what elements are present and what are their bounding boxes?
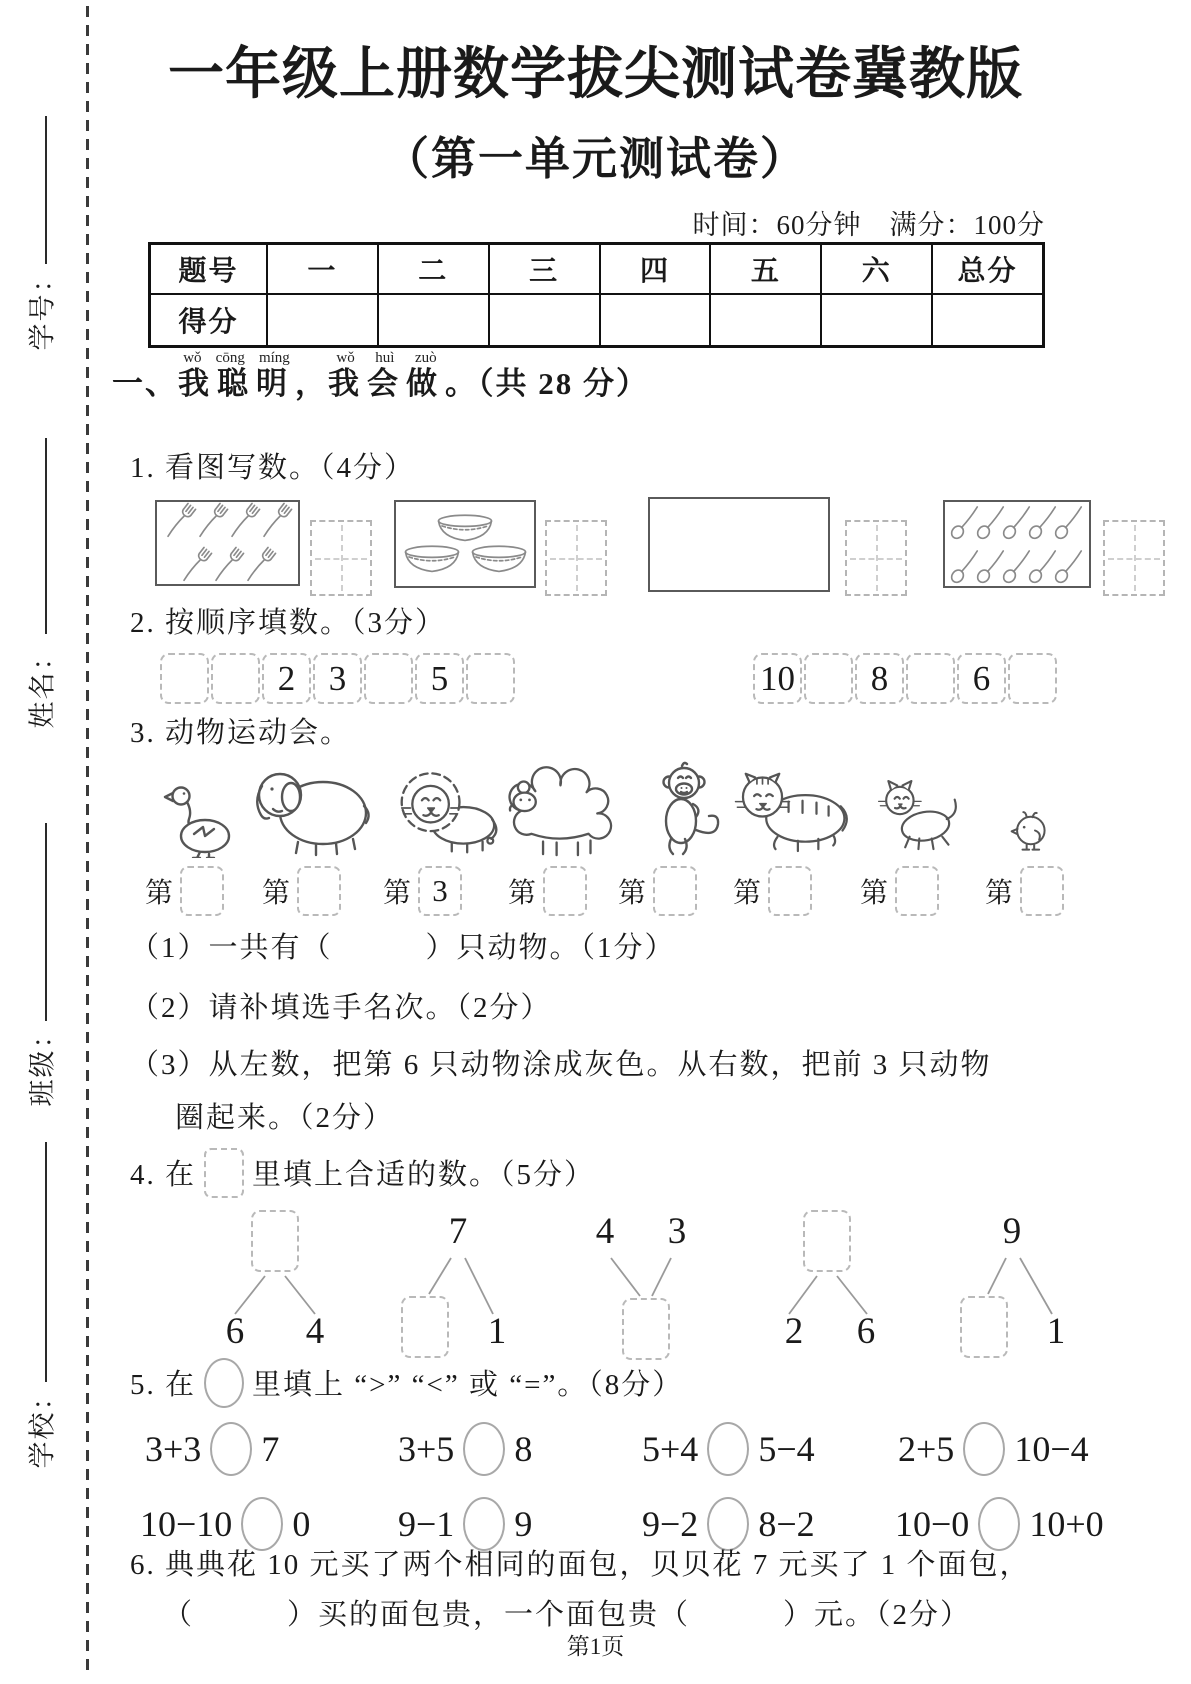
monkey-icon	[641, 758, 729, 858]
bond-number: 1	[1046, 1311, 1066, 1352]
q1-picture-bowls	[394, 500, 536, 588]
rank-box[interactable]	[768, 866, 812, 916]
heading-ruby-base: 我会做	[328, 366, 445, 401]
sequence-box: 2	[262, 653, 311, 704]
q5-comparison	[642, 1422, 815, 1476]
sequence-box[interactable]	[804, 653, 853, 704]
expression: 9−1	[398, 1504, 455, 1544]
q6-line1: 6. 典典花 10 元买了两个相同的面包，贝贝花 7 元买了 1 个面包，	[130, 1549, 1031, 1581]
expression: 3+3	[145, 1429, 202, 1469]
bond-number: 4	[305, 1311, 325, 1352]
q6-line2: （ ）买的面包贵，一个面包贵（ ）元。（2分）	[163, 1599, 972, 1631]
fill-box-glyph	[204, 1148, 244, 1198]
q3-sub3-line1: （3）从左数，把第 6 只动物涂成灰色。从右数，把前 3 只动物	[130, 1049, 992, 1081]
fill-circle-glyph	[204, 1358, 244, 1408]
rank-prefix: 第	[985, 878, 1014, 909]
section-prefix: 一、	[112, 366, 178, 401]
expression: 10+0	[1029, 1504, 1104, 1544]
expression: 0	[292, 1504, 311, 1544]
student-name-label: 姓名：	[27, 641, 58, 729]
bond-answer-box[interactable]	[251, 1210, 299, 1272]
sequence-box[interactable]	[1008, 653, 1057, 704]
q3-sub2: （2）请补填选手名次。（2分）	[130, 992, 552, 1024]
tiger-icon	[729, 763, 850, 858]
expression: 3+5	[398, 1429, 455, 1469]
score-cell[interactable]	[377, 293, 488, 345]
expression: 7	[261, 1429, 280, 1469]
q4-label: 4. 在 里填上合适的数。（5分）	[130, 1148, 595, 1198]
rank-prefix: 第	[860, 878, 889, 909]
rank-prefix: 第	[733, 878, 762, 909]
heading-ruby-base: 我聪明	[178, 366, 295, 401]
fork-icon	[257, 500, 295, 542]
q1-answer-grid-1[interactable]	[310, 520, 372, 596]
sequence-box[interactable]	[364, 653, 413, 704]
fork-icon	[209, 544, 247, 586]
expression: 8−2	[758, 1504, 815, 1544]
sequence-box: 10	[753, 653, 802, 704]
rank-box[interactable]	[297, 866, 341, 916]
score-table-header: 一	[266, 245, 377, 293]
cut-dashed-line	[86, 6, 89, 1678]
expression: 5+4	[642, 1429, 699, 1469]
bond-number: 6	[225, 1311, 245, 1352]
bond-answer-box[interactable]	[803, 1210, 851, 1272]
bond-answer-box[interactable]	[960, 1296, 1008, 1358]
fork-icon	[177, 544, 215, 586]
expression: 9	[514, 1504, 533, 1544]
q2-sequence-right	[753, 653, 1057, 704]
score-table-header: 五	[709, 245, 820, 293]
rank-prefix: 第	[618, 878, 647, 909]
fork-icon	[241, 544, 279, 586]
sequence-box: 5	[415, 653, 464, 704]
score-cell[interactable]	[488, 293, 599, 345]
q4-bond-1	[210, 1210, 340, 1362]
rank-prefix: 第	[383, 878, 412, 909]
rank-box[interactable]	[895, 866, 939, 916]
q1-picture-forks	[155, 500, 300, 586]
fork-icon	[161, 500, 199, 542]
heading-pinyin: wǒ huì zuò	[328, 350, 445, 366]
section-1-heading: 一、我聪明wǒ cōng míng，我会做wǒ huì zuò。（共 28 分）	[112, 350, 649, 401]
student-name-blank-line[interactable]	[45, 438, 47, 634]
chick-icon	[1010, 798, 1050, 858]
q4-bond-4	[762, 1210, 892, 1362]
expression: 8	[514, 1429, 533, 1469]
sheep-icon	[504, 766, 616, 858]
score-table	[148, 242, 1045, 348]
q2-sequence-left	[160, 653, 515, 704]
page-number: 第1页	[566, 1634, 625, 1659]
cat-icon	[876, 773, 960, 858]
fork-icon	[193, 500, 231, 542]
heading-pinyin: wǒ cōng míng	[178, 350, 295, 366]
score-table-header: 总分	[931, 245, 1042, 293]
sequence-box: 8	[855, 653, 904, 704]
sequence-box: 6	[957, 653, 1006, 704]
comparison-circle[interactable]	[707, 1422, 749, 1476]
q5-comparison	[145, 1422, 279, 1476]
page-subtitle: （第一单元测试卷）	[383, 134, 807, 184]
q1-label: 1. 看图写数。（4分）	[130, 452, 416, 484]
expression: 10−10	[140, 1504, 233, 1544]
bond-answer-box[interactable]	[622, 1298, 670, 1360]
q4-bond-5	[950, 1210, 1080, 1362]
student-id-label: 学号：	[27, 263, 58, 351]
score-table-header: 二	[377, 245, 488, 293]
expression: 5−4	[758, 1429, 815, 1469]
bowl-icon	[468, 545, 530, 574]
q4-bond-2	[393, 1210, 523, 1362]
comparison-circle[interactable]	[463, 1422, 505, 1476]
score-table-header: 题号	[178, 256, 239, 287]
school-blank-line[interactable]	[45, 1142, 47, 1382]
q5-comparison	[398, 1422, 532, 1476]
bond-number: 2	[784, 1311, 804, 1352]
rank-box[interactable]	[653, 866, 697, 916]
score-cell[interactable]	[599, 293, 710, 345]
q1-answer-grid-4[interactable]	[1103, 520, 1165, 596]
score-table-header: 六	[820, 245, 931, 293]
q1-answer-grid-3[interactable]	[845, 520, 907, 596]
q4-bond-3	[576, 1210, 706, 1362]
score-cell[interactable]	[931, 293, 1042, 345]
q3-sub3-line2: 圈起来。（2分）	[175, 1102, 395, 1134]
score-cell[interactable]	[709, 293, 820, 345]
q1-picture-empty	[648, 497, 830, 592]
comparison-circle[interactable]	[963, 1422, 1005, 1476]
score-table-header: 四	[599, 245, 710, 293]
expression: 10−4	[1014, 1429, 1089, 1469]
bowl-icon	[401, 545, 463, 574]
school-label: 学校：	[27, 1381, 58, 1469]
expression: 10−0	[895, 1504, 970, 1544]
q5-comparison	[898, 1422, 1089, 1476]
sequence-box: 3	[313, 653, 362, 704]
q2-label: 2. 按顺序填数。（3分）	[130, 607, 447, 639]
q1-answer-grid-2[interactable]	[545, 520, 607, 596]
expression: 2+5	[898, 1429, 955, 1469]
rank-prefix: 第	[145, 878, 174, 909]
fork-icon	[225, 500, 263, 542]
bond-number: 4	[595, 1211, 615, 1252]
duck-icon	[160, 778, 235, 858]
comparison-circle[interactable]	[210, 1422, 252, 1476]
bowl-icon	[434, 514, 496, 543]
sequence-box[interactable]	[466, 653, 515, 704]
class-label: 班级：	[27, 1019, 58, 1107]
page-title: 一年级上册数学拔尖测试卷冀教版	[168, 44, 1023, 106]
lion-icon	[394, 758, 498, 858]
sequence-box[interactable]	[906, 653, 955, 704]
rank-box[interactable]	[180, 866, 224, 916]
time-score-meta: 时间：60分钟 满分：100分	[692, 210, 1045, 240]
bond-answer-box[interactable]	[401, 1296, 449, 1358]
bond-number: 7	[448, 1211, 468, 1252]
score-cell[interactable]	[266, 293, 377, 345]
bond-number: 3	[667, 1211, 687, 1252]
bond-number: 6	[856, 1311, 876, 1352]
bond-number: 1	[487, 1311, 507, 1352]
class-blank-line[interactable]	[45, 823, 47, 1021]
bond-number: 9	[1002, 1211, 1022, 1252]
q3-label: 3. 动物运动会。	[130, 717, 352, 749]
q1-picture-spoons	[943, 500, 1091, 588]
score-row-label: 得分	[151, 293, 266, 345]
q3-sub1: （1）一共有（ ）只动物。（1分）	[130, 932, 676, 964]
expression: 9−2	[642, 1504, 699, 1544]
q5-label: 5. 在 里填上 “>” “<” 或 “=”。（8分）	[130, 1358, 683, 1408]
rank-box: 3	[418, 866, 462, 916]
rank-prefix: 第	[262, 878, 291, 909]
elephant-icon	[250, 758, 375, 858]
score-table-header: 三	[488, 245, 599, 293]
score-cell[interactable]	[820, 293, 931, 345]
rank-box[interactable]	[1020, 866, 1064, 916]
rank-prefix: 第	[508, 878, 537, 909]
rank-box[interactable]	[543, 866, 587, 916]
sequence-box[interactable]	[211, 653, 260, 704]
sequence-box[interactable]	[160, 653, 209, 704]
